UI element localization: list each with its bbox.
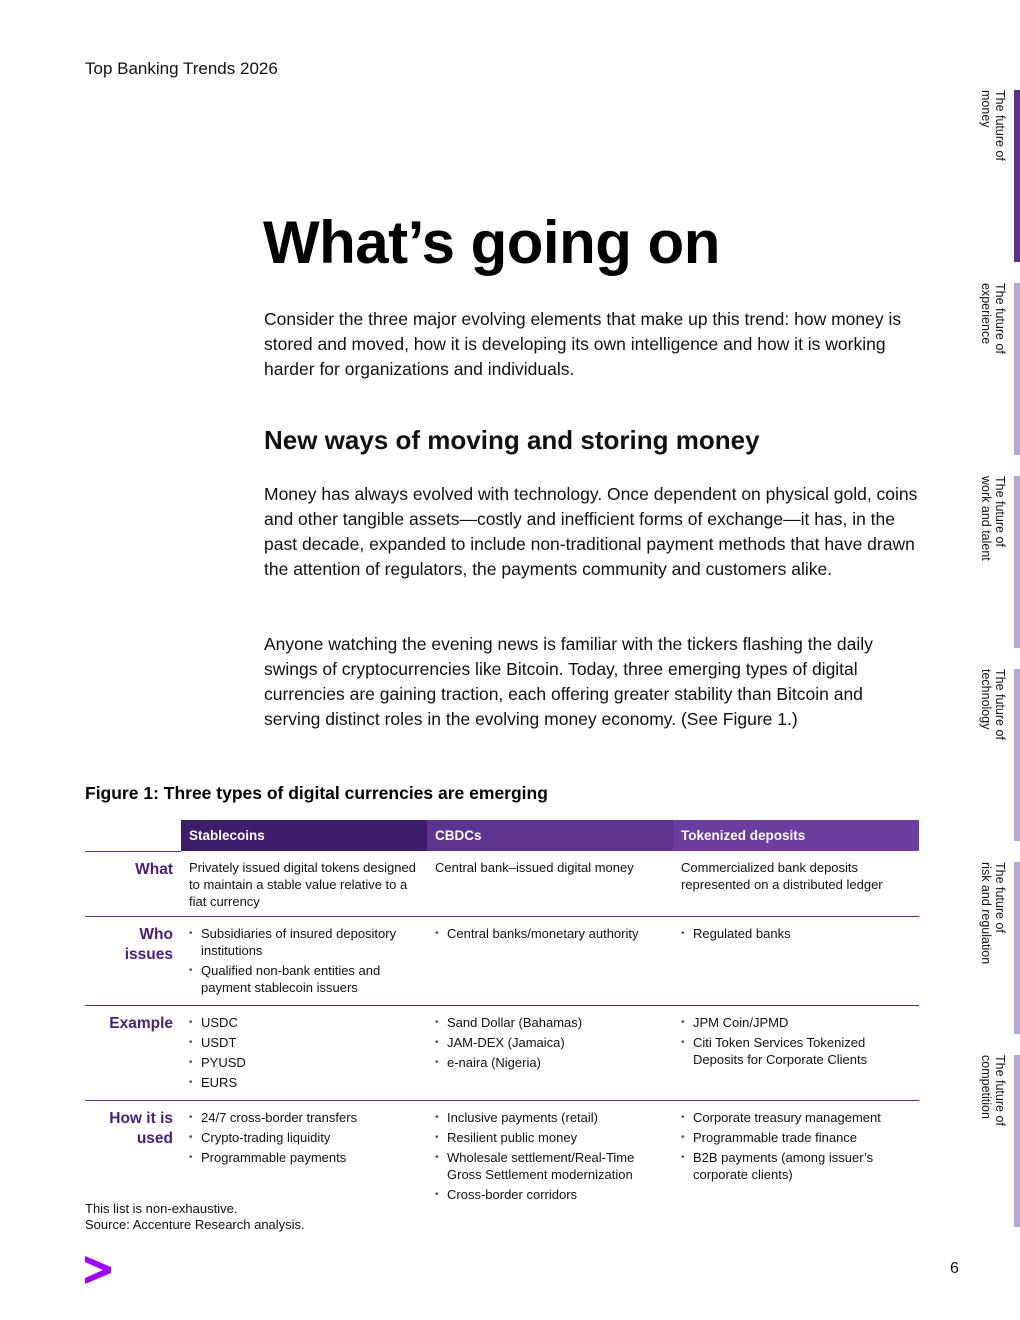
table-cell <box>673 1006 919 1101</box>
side-tab-label: The future of experience <box>979 283 1007 354</box>
figure-title: Figure 1: Three types of digital currencies are emerging <box>85 783 548 803</box>
list-item: • JAM-DEX (Jamaica) <box>435 1034 665 1051</box>
side-tab-competition[interactable] <box>975 1055 1020 1227</box>
note-line: Source: Accenture Research analysis. <box>85 1217 305 1232</box>
list-item: • Wholesale settlement/Real-Time Gross Settlement modernization <box>435 1149 665 1183</box>
column-header-stablecoins: Stablecoins <box>181 820 427 851</box>
section-side-nav <box>975 90 1020 1230</box>
table-cell: Commercialized bank deposits represented on a distributed ledger <box>673 851 919 917</box>
list-item: • Resilient public money <box>435 1129 665 1146</box>
table-cell <box>427 917 673 1006</box>
side-tab-technology[interactable] <box>975 669 1020 841</box>
side-tab-experience[interactable] <box>975 283 1020 455</box>
body-paragraph: Anyone watching the evening news is familiar with the tickers flashing the daily swings of cryptocurrencies like Bitcoin. Today, three emerging types of digital currencies are gaining traction, each offering greater stability than Bitcoin and serving distinct roles in the evolving money economy. (See Figure 1.) <box>264 634 873 729</box>
table-row-who-issues <box>85 917 919 1006</box>
column-header-cbdcs: CBDCs <box>427 820 673 851</box>
list-item: • Citi Token Services Tokenized Deposits for Corporate Clients <box>681 1034 911 1068</box>
list-item: • B2B payments (among issuer’s corporate clients) <box>681 1149 911 1183</box>
table-cell <box>181 1101 427 1213</box>
side-tab-label: The future of competition <box>979 1055 1007 1126</box>
section-heading: New ways of moving and storing money <box>264 425 760 455</box>
side-tab-bar <box>1014 862 1020 1034</box>
figure-notes <box>85 1201 305 1233</box>
table-cell <box>427 1006 673 1101</box>
side-tab-label: The future of technology <box>979 669 1007 740</box>
list-item: • e-naira (Nigeria) <box>435 1054 665 1071</box>
list-item: • USDT <box>189 1034 419 1051</box>
digital-currency-table <box>85 820 919 1212</box>
side-tab-bar <box>1014 476 1020 648</box>
list-item: • Sand Dollar (Bahamas) <box>435 1014 665 1031</box>
column-header-tokenized-deposits: Tokenized deposits <box>673 820 919 851</box>
list-item: • Regulated banks <box>681 925 911 942</box>
logo-chevron-shape <box>85 1256 111 1284</box>
table-corner <box>85 820 181 851</box>
table-row-how-used <box>85 1101 919 1213</box>
table-cell <box>673 1101 919 1213</box>
table-header-row <box>85 820 919 851</box>
table-row-what <box>85 851 919 917</box>
list-item: • 24/7 cross-border transfers <box>189 1109 419 1126</box>
intro-paragraph: Consider the three major evolving elements that make up this trend: how money is stored and moved, how it is developing its own intelligence and how it is working harder for organizations and individuals. <box>264 309 902 379</box>
side-tab-bar <box>1014 1055 1020 1227</box>
row-label: Who issues <box>85 917 181 1006</box>
list-item: • USDC <box>189 1014 419 1031</box>
list-item: • PYUSD <box>189 1054 419 1071</box>
row-label: Example <box>85 1006 181 1101</box>
list-item: • Qualified non-bank entities and payment stablecoin issuers <box>189 962 419 996</box>
side-tab-label: The future of work and talent <box>979 476 1007 561</box>
list-item: • Inclusive payments (retail) <box>435 1109 665 1126</box>
body-paragraph: Money has always evolved with technology. Once dependent on physical gold, coins and other tangible assets—costly and inefficient forms of exchange—it has, in the past decade, expanded to include non-traditional payment methods that have drawn the attention of regulators, the payments community and customers alike. <box>264 484 918 579</box>
table-cell <box>181 1006 427 1101</box>
list-item: • JPM Coin/JPMD <box>681 1014 911 1031</box>
row-label: How it is used <box>109 1110 173 1147</box>
row-label: What <box>85 851 181 917</box>
document-header: Top Banking Trends 2026 <box>85 59 278 78</box>
side-tab-label: The future of money <box>979 90 1007 161</box>
table-cell <box>427 1101 673 1213</box>
accenture-logo-icon <box>85 1256 111 1284</box>
side-tab-money[interactable] <box>975 90 1020 262</box>
note-line: This list is non-exhaustive. <box>85 1201 238 1216</box>
list-item: • Central banks/monetary authority <box>435 925 665 942</box>
side-tab-bar <box>1014 669 1020 841</box>
list-item: • Subsidiaries of insured depository institutions <box>189 925 419 959</box>
side-tab-risk-and-regulation[interactable] <box>975 862 1020 1034</box>
table-cell <box>673 917 919 1006</box>
table-cell: Central bank–issued digital money <box>427 851 673 917</box>
list-item: • Corporate treasury management <box>681 1109 911 1126</box>
side-tab-work-and-talent[interactable] <box>975 476 1020 648</box>
list-item: • Crypto-trading liquidity <box>189 1129 419 1146</box>
side-tab-bar <box>1014 283 1020 455</box>
side-tab-label: The future of risk and regulation <box>979 862 1007 965</box>
list-item: • Programmable payments <box>189 1149 419 1166</box>
list-item: • Programmable trade finance <box>681 1129 911 1146</box>
table-cell <box>181 917 427 1006</box>
list-item: • Cross-border corridors <box>435 1186 665 1203</box>
side-tab-bar <box>1014 90 1020 262</box>
page-number: 6 <box>950 1260 959 1277</box>
table-cell: Privately issued digital tokens designed to maintain a stable value relative to a fiat currency <box>181 851 427 917</box>
list-item: • EURS <box>189 1074 419 1091</box>
table-row-example <box>85 1006 919 1101</box>
page-title: What’s going on <box>263 209 720 276</box>
